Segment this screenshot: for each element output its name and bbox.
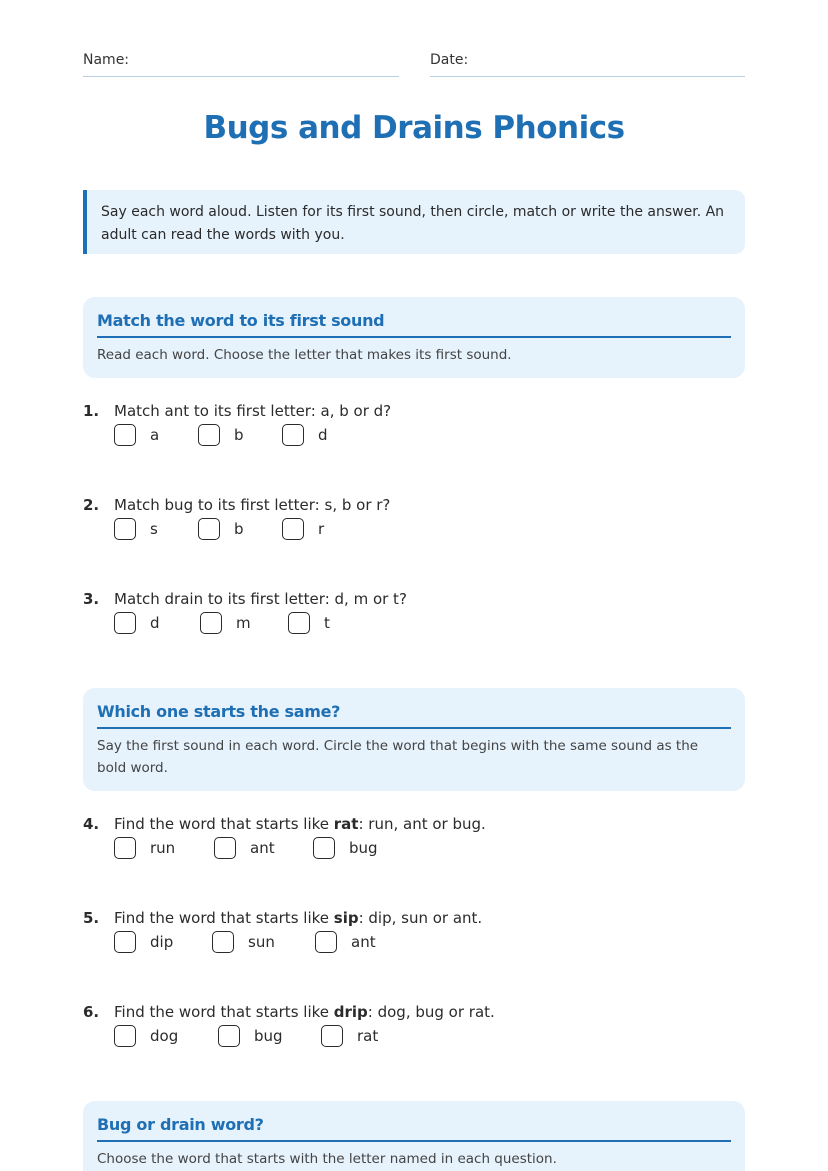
- option-label: b: [234, 426, 244, 444]
- question-3: [83, 588, 745, 632]
- checkbox[interactable]: [282, 518, 304, 540]
- option-label: b: [234, 520, 244, 538]
- question-number: 5.: [83, 909, 100, 927]
- question-number: 2.: [83, 496, 100, 514]
- option-label: t: [324, 614, 330, 632]
- date-label: Date:: [430, 52, 469, 68]
- section-starts-same: [83, 688, 745, 791]
- question-prompt-post: : dip, sun or ant.: [358, 909, 483, 927]
- checkbox[interactable]: [212, 931, 234, 953]
- checkbox[interactable]: [315, 931, 337, 953]
- question-5: [83, 907, 745, 951]
- question-2: [83, 494, 745, 538]
- option-label: dog: [150, 1027, 179, 1045]
- name-date-row: [83, 52, 745, 78]
- target-word: drip: [333, 1003, 368, 1021]
- instructions-box: [83, 190, 745, 254]
- question-4: [83, 813, 745, 857]
- checkbox[interactable]: [114, 931, 136, 953]
- option-label: ant: [250, 839, 275, 857]
- option-label: d: [318, 426, 328, 444]
- name-label: Name:: [83, 52, 130, 68]
- question-prompt: Match bug to its first letter: s, b or r?: [114, 496, 391, 514]
- checkbox[interactable]: [114, 837, 136, 859]
- target-word: rat: [333, 815, 359, 833]
- question-1: [83, 400, 745, 444]
- question-text: [83, 907, 745, 929]
- section-bug-or-drain: [83, 1101, 745, 1171]
- option-label: r: [318, 520, 325, 538]
- page-title: Bugs and Drains Phonics: [203, 110, 625, 146]
- checkbox[interactable]: [114, 612, 136, 634]
- checkbox[interactable]: [214, 837, 236, 859]
- question-text: [83, 588, 745, 610]
- section-title: Bug or drain word?: [97, 1115, 731, 1142]
- checkbox[interactable]: [114, 1025, 136, 1047]
- section-description: Say the first sound in each word. Circle the word that begins with the same sound as the bold word.: [97, 738, 699, 776]
- option-label: dip: [150, 933, 174, 951]
- checkbox[interactable]: [200, 612, 222, 634]
- option-label: s: [150, 520, 158, 538]
- question-number: 6.: [83, 1003, 100, 1021]
- question-6: [83, 1001, 745, 1045]
- question-prompt-pre: Find the word that starts like: [114, 909, 334, 927]
- option-label: sun: [248, 933, 275, 951]
- checkbox[interactable]: [313, 837, 335, 859]
- checkbox[interactable]: [198, 424, 220, 446]
- question-prompt-pre: Find the word that starts like: [114, 815, 334, 833]
- checkbox[interactable]: [218, 1025, 240, 1047]
- section-description: Read each word. Choose the letter that makes its first sound.: [97, 347, 512, 363]
- name-field[interactable]: [83, 52, 399, 77]
- section-match-first-sound: [83, 297, 745, 378]
- option-label: rat: [357, 1027, 379, 1045]
- checkbox[interactable]: [321, 1025, 343, 1047]
- checkbox[interactable]: [114, 518, 136, 540]
- question-text: [83, 400, 745, 422]
- question-number: 4.: [83, 815, 100, 833]
- section-title: Which one starts the same?: [97, 702, 731, 729]
- question-number: 1.: [83, 402, 100, 420]
- question-prompt-post: : run, ant or bug.: [358, 815, 486, 833]
- target-word: sip: [333, 909, 359, 927]
- option-label: bug: [349, 839, 378, 857]
- option-label: a: [150, 426, 160, 444]
- option-label: ant: [351, 933, 376, 951]
- section-title: Match the word to its first sound: [97, 311, 731, 338]
- checkbox[interactable]: [288, 612, 310, 634]
- option-label: run: [150, 839, 176, 857]
- checkbox[interactable]: [114, 424, 136, 446]
- option-label: bug: [254, 1027, 283, 1045]
- question-number: 3.: [83, 590, 100, 608]
- question-prompt: Match drain to its first letter: d, m or t?: [114, 590, 407, 608]
- date-field[interactable]: [430, 52, 745, 77]
- question-prompt-pre: Find the word that starts like: [114, 1003, 334, 1021]
- option-label: m: [236, 614, 251, 632]
- section-description: Choose the word that starts with the letter named in each question.: [97, 1151, 557, 1167]
- instructions-text: Say each word aloud. Listen for its first sound, then circle, match or write the answer. An adult can read the words with you.: [101, 204, 725, 243]
- checkbox[interactable]: [282, 424, 304, 446]
- question-text: [83, 494, 745, 516]
- question-prompt: Match ant to its first letter: a, b or d?: [114, 402, 392, 420]
- question-prompt-post: : dog, bug or rat.: [367, 1003, 495, 1021]
- checkbox[interactable]: [198, 518, 220, 540]
- question-text: [83, 1001, 745, 1023]
- option-label: d: [150, 614, 160, 632]
- question-text: [83, 813, 745, 835]
